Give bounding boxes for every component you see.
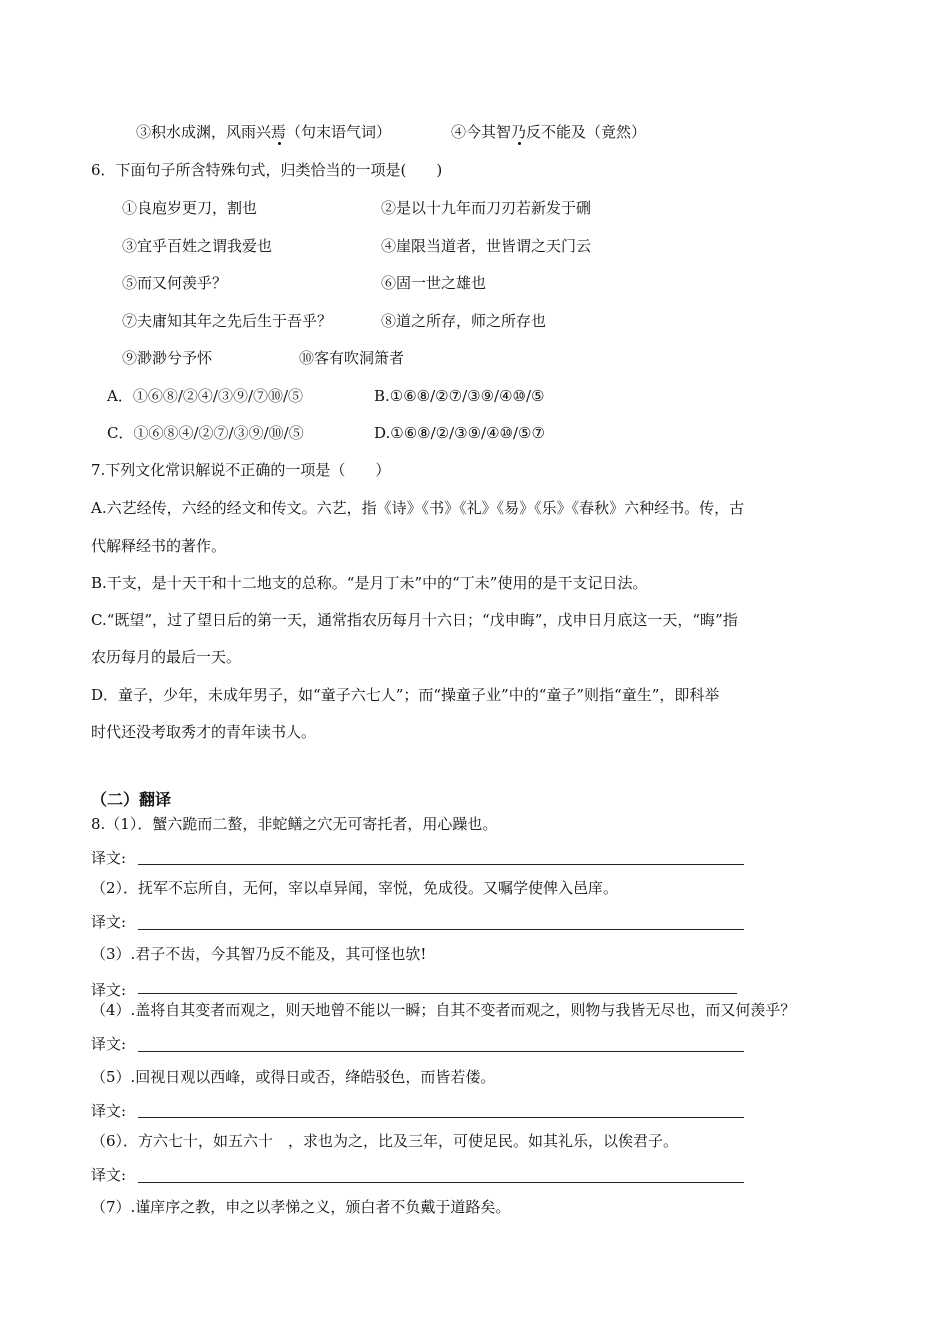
section-heading: （二）翻译 [91,790,172,809]
translation-item-4: （4）.盖将自其变者而观之，则天地曾不能以一瞬；自其不变者而观之，则物与我皆无尽也，而又何羡乎？ [91,1001,796,1019]
q6-item-8: ⑧道之所存，师之所存也 [381,312,547,330]
translation-label-4: 译文: [91,1035,127,1053]
q6-choice-d: D.①⑥⑧/②/③⑨/④⑩/⑤⑦ [374,424,545,442]
translation-item-5: （5）.回视日观以西峰，或得日或否，绛皓驳色，而皆若偻。 [91,1068,496,1086]
q6-choice-c: C．①⑥⑧④/②⑦/③⑨/⑩/⑤ [107,424,304,442]
answer-line-1[interactable] [138,864,744,865]
q5-option-4-text-b: 反不能及（竟然） [526,123,647,141]
q7-option-c-line1: C.“既望”，过了望日后的第一天，通常指农历每月十六日；“戊申晦”，戊申日月底这一天，“晦”指 [91,611,738,629]
answer-line-3[interactable] [138,993,737,994]
q6-item-10: ⑩客有吹洞箫者 [299,349,405,367]
q7-stem: 7.下列文化常识解说不正确的一项是（ ） [91,461,391,479]
q5-option-3 [136,122,391,142]
q7-option-b: B.干支，是十天干和十二地支的总称。“是月丁未”中的“丁未”使用的是干支记日法。 [91,574,648,592]
q6-item-5: ⑤而又何羡乎？ [122,274,228,292]
translation-item-6: （6）．方六七十，如五六十 ，求也为之，比及三年，可使足民。如其礼乐，以俟君子。 [91,1132,679,1150]
q5-option-4 [451,122,646,142]
q6-item-7: ⑦夫庸知其年之先后生于吾乎？ [122,312,333,330]
q6-choice-b: B.①⑥⑧/②⑦/③⑨/④⑩/⑤ [374,387,545,405]
answer-line-4[interactable] [138,1051,744,1052]
q7-option-a-line2: 代解释经书的著作。 [91,537,227,555]
translation-label-2: 译文: [91,913,127,931]
q5-option-3-text-b: （句末语气词） [286,123,392,141]
answer-line-2[interactable] [138,929,744,930]
answer-line-5[interactable] [138,1117,744,1118]
q6-item-2: ②是以十九年而刀刃若新发于硎 [381,199,592,217]
q6-item-1: ①良庖岁更刀，割也 [122,199,258,217]
translation-label-3: 译文: [91,981,127,999]
translation-label-5: 译文: [91,1102,127,1120]
q6-item-6: ⑥固一世之雄也 [381,274,487,292]
q7-option-d-line2: 时代还没考取秀才的青年读书人。 [91,723,317,741]
q7-option-c-line2: 农历每月的最后一天。 [91,648,242,666]
q7-option-a-line1: A.六艺经传，六经的经文和传文。六艺，指《诗》《书》《礼》《易》《乐》《春秋》六种经书。传，古 [91,499,745,517]
q5-option-4-dotted-char: 乃 [511,123,527,141]
q7-option-d-line1: D．童子，少年，未成年男子，如“童子六七人”；而“操童子业”中的“童子”则指“童生”，即科举 [91,686,720,704]
q6-item-3: ③宜乎百姓之谓我爱也 [122,237,273,255]
answer-line-6[interactable] [138,1182,744,1183]
q6-stem: 6．下面句子所含特殊句式，归类恰当的一项是( ) [91,161,443,179]
q6-item-9: ⑨渺渺兮予怀 [122,349,213,367]
translation-item-2: （2）．抚军不忘所自，无何，宰以卓异闻，宰悦，免成役。又嘱学使俾入邑庠。 [91,879,619,897]
translation-label-6: 译文: [91,1166,127,1184]
q5-option-3-text-a: ③积水成渊，风雨兴 [136,123,272,141]
q6-item-4: ④崖限当道者，世皆谓之天门云 [381,237,592,255]
translation-label-1: 译文: [91,849,127,867]
translation-item-3: （3）.君子不齿，今其智乃反不能及，其可怪也欤! [91,945,427,963]
q5-option-4-text-a: ④今其智 [451,123,512,141]
q5-option-3-dotted-char: 焉 [271,123,287,141]
translation-item-7: （7）.谨庠序之教，申之以孝悌之义，颁白者不负戴于道路矣。 [91,1198,511,1216]
translation-item-1: 8.（1）．蟹六跪而二螯，非蛇鳝之穴无可寄托者，用心躁也。 [91,815,498,833]
q6-choice-a: A．①⑥⑧/②④/③⑨/⑦⑩/⑤ [107,387,304,405]
